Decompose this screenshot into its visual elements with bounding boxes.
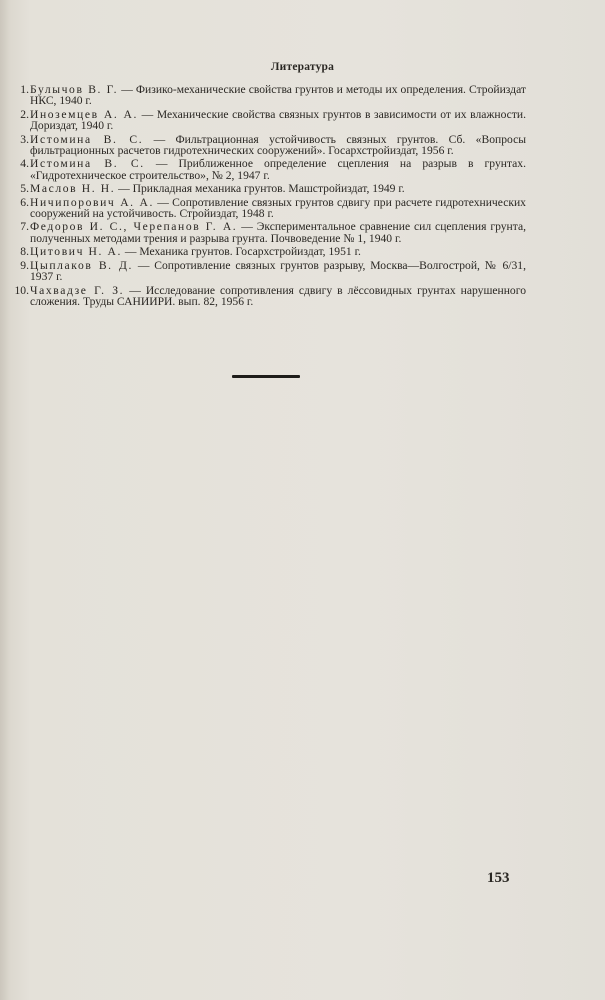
reference-author: Цитович Н. А. — [30, 245, 122, 259]
reference-item — [14, 221, 526, 244]
reference-item — [14, 134, 526, 157]
reference-text: — Приближенное определение сцепления на разрыв в грунтах. «Гидротехническое строительство», № 2, 1947 г. — [30, 157, 527, 182]
reference-author: Чахвадзе Г. З. — [30, 283, 125, 297]
reference-text: — Сопротивление связных грунтов разрыву, Москва—Волгострой, № 6/31, 1937 г. — [30, 258, 526, 284]
reference-text: — Фильтрационная устойчивость связных грунтов. Сб. «Вопросы фильтрационных расчетов гидротехнических сооружений». Госархстройиздат, 1956 г. — [30, 132, 527, 158]
page-number: 153 — [487, 870, 510, 886]
section-divider — [232, 375, 300, 378]
reference-author: Ничипорович А. А. — [30, 195, 155, 209]
reference-number: 2. — [20, 107, 29, 121]
reference-item — [14, 197, 526, 220]
reference-number: 6. — [20, 195, 29, 209]
reference-author: Истомина В. С. — [30, 157, 145, 171]
reference-author: Цыплаков В. Д. — [30, 258, 134, 272]
reference-text: — Физико-механические свойства грунтов и методы их определения. Стройиздат НКС, 1940 г. — [30, 83, 526, 108]
reference-number: 5. — [20, 182, 29, 196]
reference-item — [14, 109, 526, 132]
reference-author: Федоров И. С., Черепанов Г. А. — [30, 220, 238, 234]
reference-number: 1. — [20, 83, 29, 96]
reference-list — [14, 84, 526, 309]
reference-item — [14, 158, 526, 181]
section-heading: Литература — [270, 61, 335, 73]
reference-text: — Прикладная механика грунтов. Машстройиздат, 1949 г. — [115, 182, 405, 196]
reference-text: — Экспериментальное сравнение сил сцепления грунта, полученных методами трения и разрыва грунта. Почвоведение № 1, 1940 г. — [30, 220, 526, 245]
reference-author: Булычов В. Г. — [30, 83, 119, 96]
reference-text: — Механика грунтов. Госархстройиздат, 1951 г. — [121, 245, 361, 259]
reference-author: Истомина В. С. — [30, 132, 144, 146]
reference-author: Иноземцев А. А. — [30, 107, 139, 121]
reference-item — [14, 285, 526, 308]
reference-text: — Сопротивление связных грунтов сдвигу при расчете гидротехнических сооружений на устойчивость. Стройиздат, 1948 г. — [30, 195, 526, 221]
reference-number: 7. — [20, 220, 29, 234]
reference-text: — Исследование сопротивления сдвигу в лёссовидных грунтах нарушенного сложения. Труды САНИИРИ. вып. 82, 1956 г. — [30, 283, 526, 308]
reference-number: 8. — [20, 245, 29, 259]
reference-author: Маслов Н. Н. — [30, 182, 116, 196]
reference-item — [14, 246, 526, 257]
reference-number: 4. — [20, 157, 29, 171]
reference-item — [14, 183, 526, 194]
reference-number: 3. — [20, 132, 29, 146]
reference-number: 10. — [14, 283, 29, 297]
reference-item — [14, 84, 526, 107]
reference-item — [14, 260, 526, 283]
reference-number: 9. — [20, 258, 29, 272]
reference-text: — Механические свойства связных грунтов в зависимости от их влажности. Дориздат, 1940 г. — [30, 107, 526, 133]
